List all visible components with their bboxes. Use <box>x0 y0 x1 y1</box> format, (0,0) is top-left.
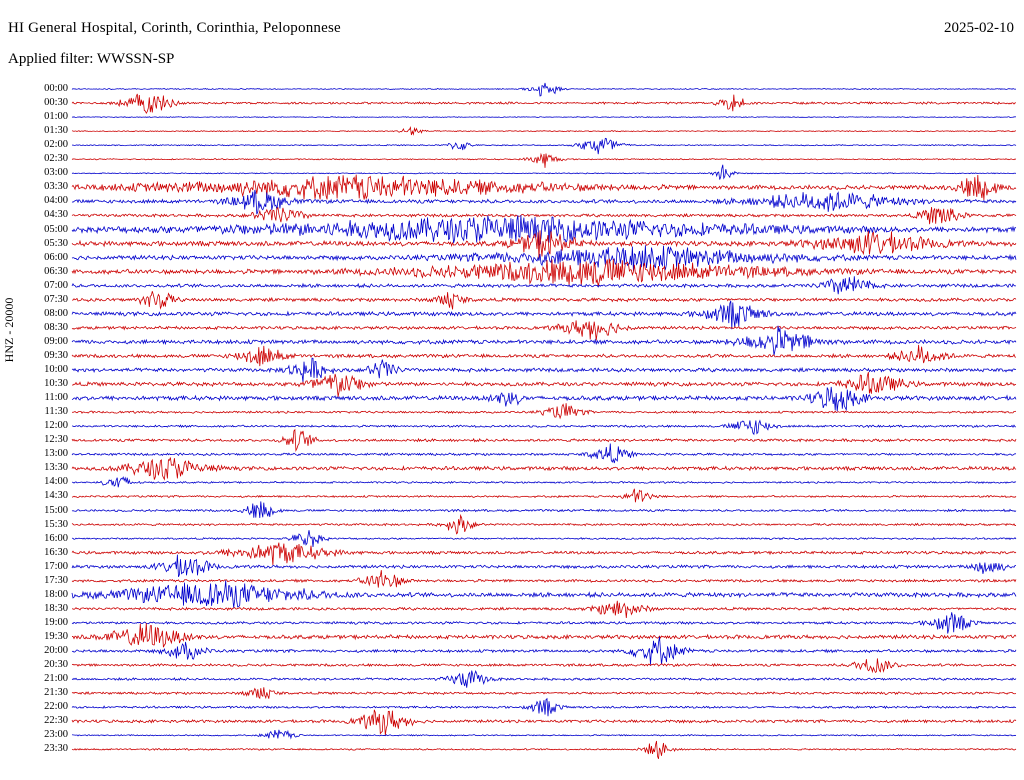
time-tick-label: 07:00 <box>44 279 68 291</box>
seismogram-trace <box>72 165 1016 180</box>
seismogram-trace <box>72 259 1016 286</box>
seismogram-trace <box>72 117 1016 118</box>
record-date: 2025-02-10 <box>944 20 1014 36</box>
seismogram-trace <box>72 637 1016 665</box>
seismogram-trace <box>72 489 1016 503</box>
seismogram-trace <box>72 387 1016 411</box>
time-tick-label: 08:00 <box>44 307 68 319</box>
page-title: HI General Hospital, Corinth, Corinthia, Peloponnese <box>8 20 341 36</box>
seismogram-trace <box>72 320 1016 340</box>
seismogram-trace <box>72 710 1016 736</box>
seismogram-trace <box>72 741 1016 759</box>
time-tick-label: 17:00 <box>44 560 68 572</box>
time-tick-label: 04:00 <box>44 195 68 207</box>
time-tick-label: 02:00 <box>44 139 68 151</box>
time-tick-label: 02:30 <box>44 153 68 165</box>
time-tick-label: 08:30 <box>44 321 68 333</box>
time-tick-label: 05:30 <box>44 237 68 249</box>
seismogram-trace <box>72 570 1016 587</box>
seismogram-trace <box>72 372 1016 397</box>
seismogram-trace <box>72 581 1016 608</box>
seismogram-trace <box>72 291 1016 309</box>
time-tick-label: 22:30 <box>44 715 68 727</box>
time-tick-label: 10:30 <box>44 378 68 390</box>
time-tick-label: 03:00 <box>44 167 68 179</box>
seismogram-trace <box>72 444 1016 464</box>
time-tick-label: 11:00 <box>44 392 68 404</box>
time-tick-label: 21:00 <box>44 673 68 685</box>
seismogram-trace <box>72 687 1016 698</box>
seismogram-trace <box>72 94 1016 113</box>
seismogram-trace <box>72 420 1016 434</box>
seismogram-trace <box>72 699 1016 717</box>
time-tick-label: 21:30 <box>44 687 68 699</box>
time-tick-label: 18:00 <box>44 588 68 600</box>
seismogram-trace <box>72 501 1016 518</box>
seismogram-trace <box>72 403 1016 418</box>
applied-filter-label: Applied filter: WWSSN-SP <box>8 51 175 67</box>
seismogram-trace <box>72 430 1016 451</box>
seismogram-trace <box>72 190 1016 214</box>
seismogram-trace <box>72 83 1016 96</box>
time-tick-label: 20:00 <box>44 645 68 656</box>
time-tick-label: 14:30 <box>44 490 68 502</box>
time-tick-label: 05:00 <box>44 223 68 235</box>
seismogram-trace <box>72 555 1016 577</box>
seismogram-trace <box>72 154 1016 168</box>
seismogram-trace <box>72 358 1016 382</box>
time-tick-label: 14:00 <box>44 476 68 488</box>
time-tick-label: 13:30 <box>44 462 68 474</box>
time-tick-label: 07:30 <box>44 293 68 305</box>
time-tick-label: 23:30 <box>44 743 68 755</box>
time-tick-label: 06:00 <box>44 251 68 263</box>
time-tick-label: 19:30 <box>44 630 68 642</box>
seismogram-trace <box>72 230 1016 259</box>
seismogram-trace <box>72 530 1016 547</box>
time-tick-label: 16:30 <box>44 546 68 558</box>
seismogram-trace <box>72 127 1016 135</box>
seismogram-trace <box>72 601 1016 618</box>
seismogram-trace <box>72 658 1016 672</box>
seismogram-trace <box>72 515 1016 533</box>
time-tick-label: 01:30 <box>44 125 68 137</box>
time-tick-label: 12:30 <box>44 434 68 446</box>
seismogram-trace <box>72 245 1016 271</box>
seismogram-trace <box>72 138 1016 154</box>
y-axis-label-text: HNZ - 20000 <box>2 297 16 363</box>
time-tick-label: 12:00 <box>44 420 68 432</box>
seismogram-trace <box>72 671 1016 688</box>
time-tick-label: 11:30 <box>44 406 68 418</box>
time-tick-label: 18:30 <box>44 602 68 614</box>
time-tick-label: 00:00 <box>44 83 68 94</box>
seismogram-trace <box>72 543 1016 565</box>
seismogram-trace <box>72 301 1016 329</box>
time-tick-label: 01:00 <box>44 111 68 123</box>
seismogram-trace <box>72 458 1016 480</box>
seismogram-trace <box>72 326 1016 356</box>
time-tick-label: 09:30 <box>44 349 68 361</box>
time-tick-label: 06:30 <box>44 265 68 277</box>
time-tick-label: 13:00 <box>44 448 68 460</box>
seismogram-trace <box>72 175 1016 200</box>
seismogram-trace <box>72 477 1016 487</box>
time-tick-label: 10:00 <box>44 364 68 375</box>
seismogram-trace <box>72 730 1016 739</box>
time-tick-label: 17:30 <box>44 574 68 586</box>
time-tick-label: 22:00 <box>44 701 68 713</box>
time-tick-label: 09:00 <box>44 335 68 347</box>
time-tick-label: 16:00 <box>44 532 68 544</box>
time-tick-label: 19:00 <box>44 616 68 628</box>
seismogram-trace <box>72 612 1016 633</box>
time-tick-label: 04:30 <box>44 209 68 221</box>
time-tick-label: 20:30 <box>44 659 68 671</box>
seismogram-trace <box>72 345 1016 366</box>
time-tick-label: 15:30 <box>44 518 68 530</box>
seismogram-trace <box>72 276 1016 294</box>
seismogram-trace <box>72 623 1016 647</box>
time-tick-label: 00:30 <box>44 97 68 109</box>
time-tick-label: 15:00 <box>44 504 68 516</box>
time-tick-label: 03:30 <box>44 181 68 193</box>
time-tick-label: 23:00 <box>44 729 68 741</box>
seismogram-traces <box>0 80 1024 768</box>
